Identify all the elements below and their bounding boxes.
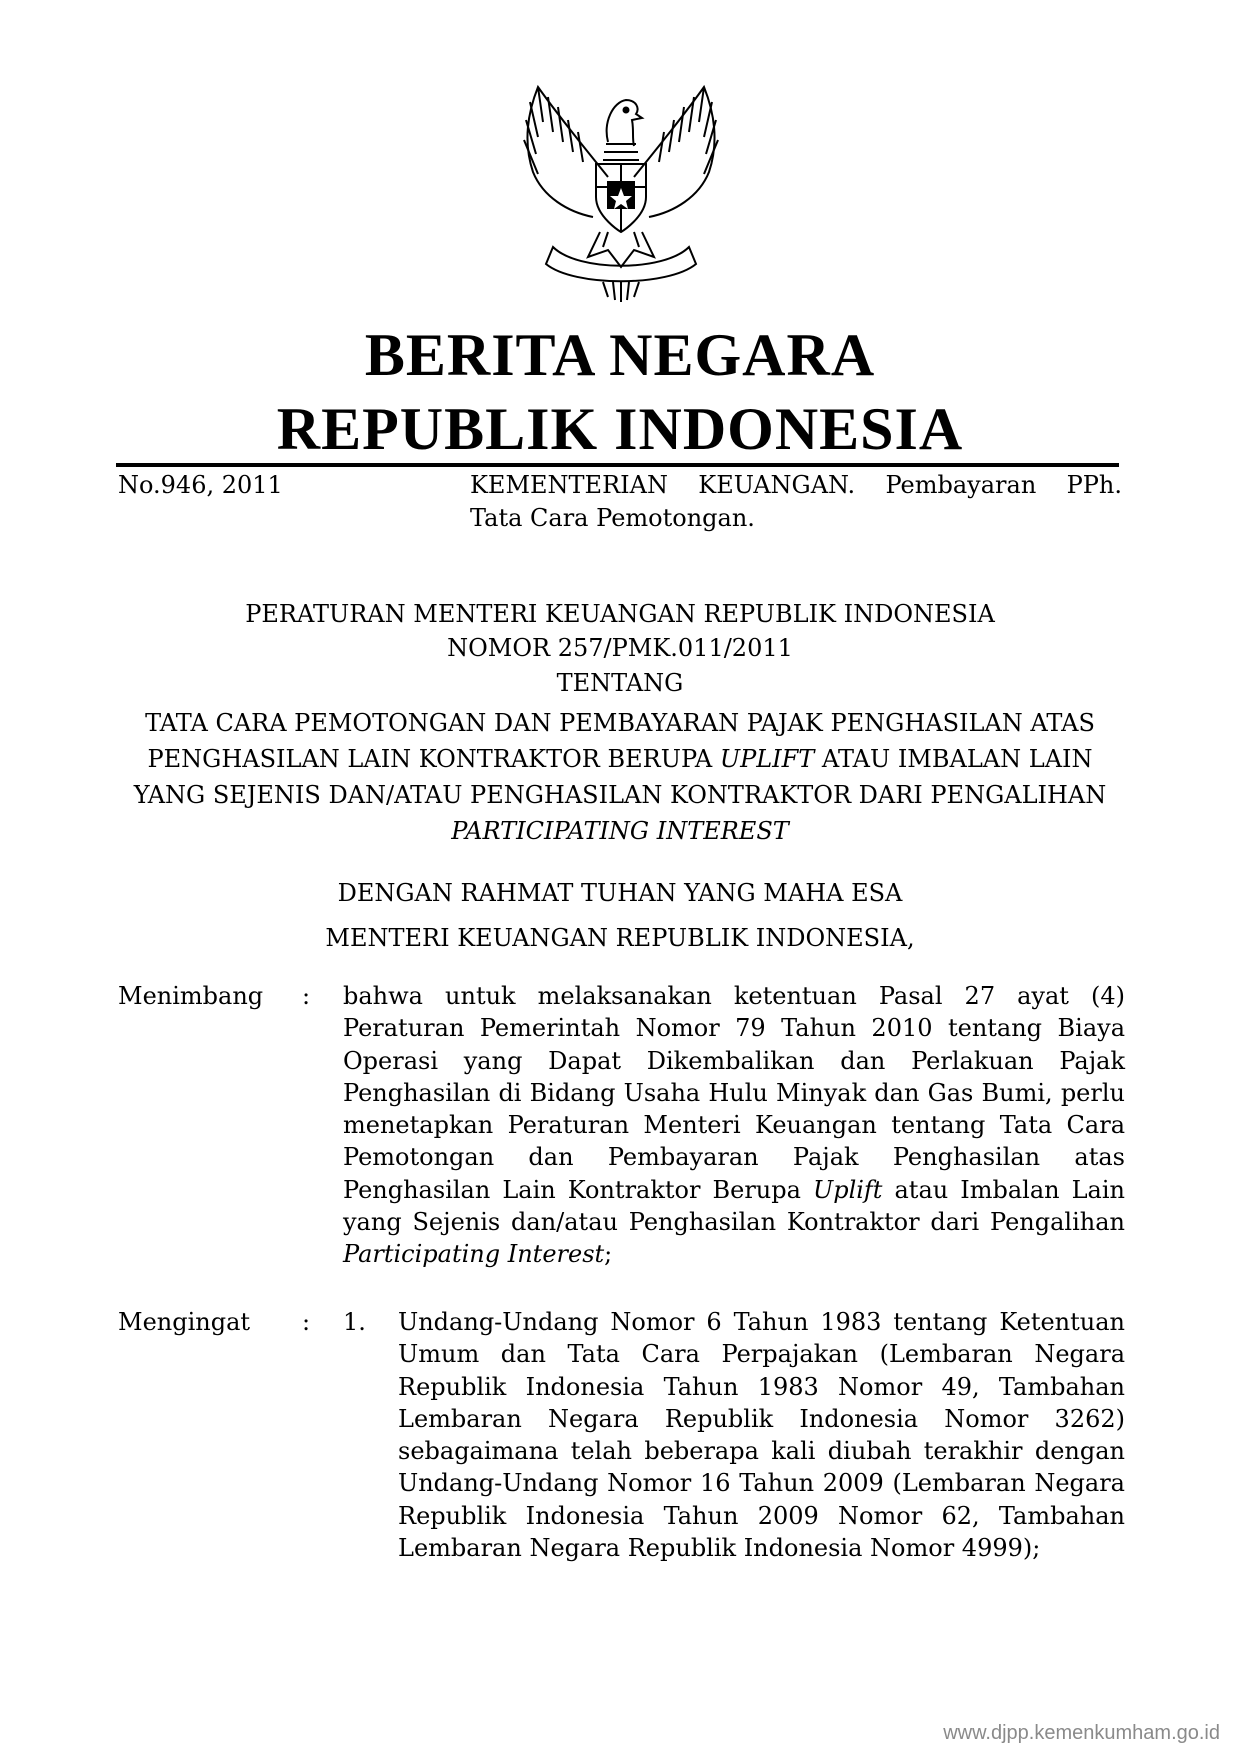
mengingat-colon: : (302, 1308, 311, 1336)
subject-text-2: ATAU IMBALAN LAIN YANG SEJENIS DAN/ATAU PENGHASILAN KONTRAKTOR DARI PENGALIHAN (133, 745, 1107, 809)
menimbang-italic-1: Uplift (812, 1175, 883, 1204)
mengingat-label: Mengingat (118, 1308, 251, 1336)
menimbang-italic-2: Participating Interest (343, 1240, 605, 1269)
subject-italic-1: UPLIFT (719, 745, 815, 773)
mengingat-item-number: 1. (343, 1308, 366, 1336)
grace-statement: DENGAN RAHMAT TUHAN YANG MAHA ESA (337, 879, 903, 907)
subject-text-1: TATA CARA PEMOTONGAN DAN PEMBAYARAN PAJAK PENGHASILAN ATAS PENGHASILAN LAIN KONTRAKTOR BERUPA (145, 709, 1095, 773)
issuer-statement: MENTERI KEUANGAN REPUBLIK INDONESIA, (325, 924, 915, 952)
header-divider (116, 463, 1119, 467)
menimbang-text (343, 980, 1125, 1271)
regulation-about: TENTANG (556, 669, 684, 697)
menimbang-colon: : (302, 982, 311, 1010)
menimbang-text-3: ; (604, 1240, 613, 1269)
regulation-title: PERATURAN MENTERI KEUANGAN REPUBLIK INDONESIA (245, 600, 995, 628)
mengingat-item-text: Undang-Undang Nomor 6 Tahun 1983 tentang Ketentuan Umum dan Tata Cara Perpajakan (Lembaran Negara Republik Indonesia Tahun 1983 Nomor 49, Tambahan Lembaran Negara Republik Indonesia Nomor 3262) sebagaimana telah beberapa kali diubah terakhir dengan Undang-Undang Nomor 16 Tahun 2009 (Lembaran Negara Republik Indonesia Tahun 2009 Nomor 62, Tambahan Lembaran Negara Republik Indonesia Nomor 4999); (398, 1308, 1125, 1563)
menimbang-label: Menimbang (118, 982, 264, 1010)
document-number: No.946, 2011 (118, 471, 283, 499)
regulation-number: NOMOR 257/PMK.011/2011 (447, 634, 793, 662)
garuda-emblem-icon (508, 82, 734, 302)
masthead-line2: REPUBLIK INDONESIA (276, 396, 964, 462)
ministry-line2: Tata Cara Pemotongan. (470, 504, 755, 532)
masthead-line1: BERITA NEGARA (364, 322, 876, 388)
menimbang-text-2: atau Imbalan Lain yang Sejenis dan/atau Penghasilan Kontraktor dari Pengalihan (343, 1175, 1126, 1237)
footer-url: www.djpp.kemenkumham.go.id (943, 1722, 1220, 1744)
subject-italic-2: PARTICIPATING INTEREST (451, 817, 789, 845)
menimbang-text-1: bahwa untuk melaksanakan ketentuan Pasal 27 ayat (4) Peraturan Pemerintah Nomor 79 Tahun 2010 tentang Biaya Operasi yang Dapat Dikembalikan dan Perlakuan Pajak Penghasilan di Bidang Usaha Hulu Minyak dan Gas Bumi, perlu menetapkan Peraturan Menteri Keuangan tentang Tata Cara Pemotongan dan Pembayaran Pajak Penghasilan atas Penghasilan Lain Kontraktor Berupa (343, 982, 1125, 1204)
regulation-subject (110, 705, 1130, 849)
ministry-line1: KEMENTERIAN KEUANGAN. Pembayaran PPh. (470, 471, 1122, 499)
